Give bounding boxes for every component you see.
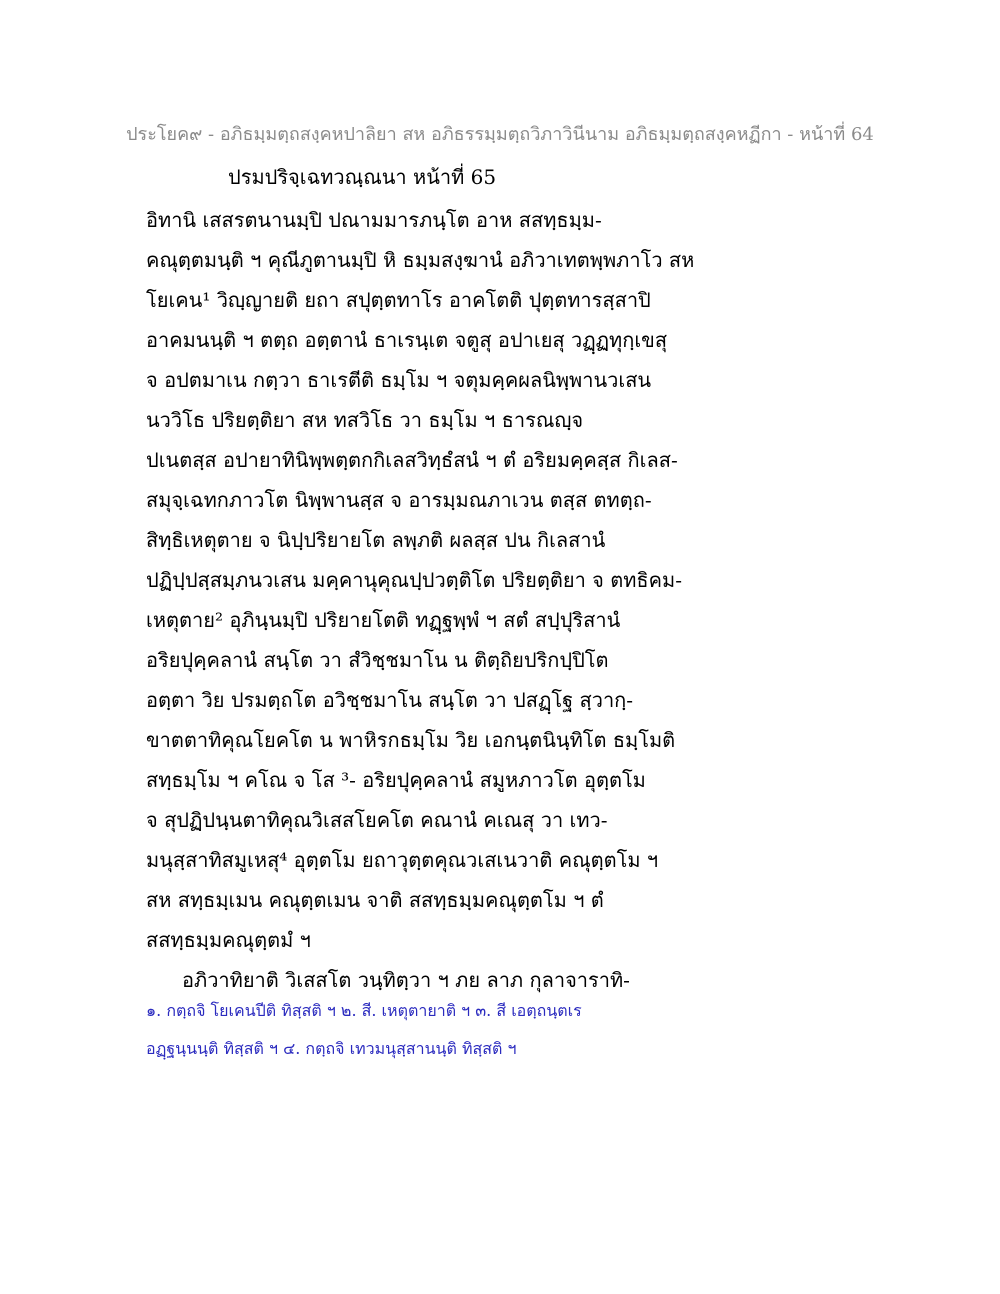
text-line: สมุจฺเฉทกภาวโต นิพฺพานสฺส จ อารมฺมณภาเวน ตสฺส ตทตฺถ- xyxy=(146,488,652,512)
paragraph-start-line: อภิวาทิยาติ วิเสสโต วนฺทิตฺวา ฯ ภย ลาภ กุลาจาราทิ- xyxy=(182,968,630,992)
text-line: สสทฺธมฺมคณุตฺตมํ ฯ xyxy=(146,928,311,952)
text-line: อริยปุคฺคลานํ สนฺโต วา สํวิชฺชมาโน น ติตฺถิยปริกปฺปิโต xyxy=(146,648,609,672)
text-line: จ สุปฏิปนฺนตาทิคุณวิเสสโยคโต คณานํ คเณสุ วา เทว- xyxy=(146,808,608,832)
text-line: อิทานิ เสสรตนานมฺปิ ปณามมารภนฺโต อาห สสทฺธมฺม- xyxy=(146,208,602,232)
footnote-line: ๑. กตฺถจิ โยเคนปีติ ทิสฺสติ ฯ ๒. สี. เหตุตายาติ ฯ ๓. สี เอตฺถนฺตเร xyxy=(146,1001,582,1020)
text-line: เหตุตาย² อุภินฺนมฺปิ ปริยายโตติ ทฏฺฐพฺพํ ฯ สตํ สปฺปุริสานํ xyxy=(146,608,621,632)
text-line: ขาตตาทิคุณโยคโต น พาหิรกธมฺโม วิย เอกนฺตนินฺทิโต ธมฺโมติ xyxy=(146,728,676,752)
text-line: จ อปตมาเน กตฺวา ธาเรตีติ ธมฺโม ฯ จตุมคฺคผลนิพฺพานวเสน xyxy=(146,368,652,392)
text-line: อาคมนนฺติ ฯ ตตฺถ อตฺตานํ ธาเรนฺเต จตูสุ อปาเยสุ วฏฺฏทุกฺเขสุ xyxy=(146,328,668,352)
text-line: ปเนตสฺส อปายาทินิพฺพตฺตกกิเลสวิทฺธํสนํ ฯ ตํ อริยมคฺคสฺส กิเลส- xyxy=(146,448,678,472)
body-text xyxy=(146,200,694,1000)
text-line: สห สทฺธมฺเมน คณุตฺตเมน จาติ สสทฺธมฺมคณุตฺตโม ฯ ตํ xyxy=(146,888,604,912)
footnote-line: อฏฺฐนฺนนฺติ ทิสฺสติ ฯ ๔. กตฺถจิ เทวมนุสฺสานนฺติ ทิสฺสติ ฯ xyxy=(146,1039,517,1058)
section-heading: ปรมปริจฺเฉทวณฺณนา หน้าที่ 65 xyxy=(228,165,497,189)
running-header: ประโยค๙ - อภิธมฺมตฺถสงฺคหปาลิยา สห อภิธรรมฺมตฺถวิภาวินีนาม อภิธมฺมตฺถสงฺคหฏีกา - หน้าที่ 64 xyxy=(126,124,874,145)
text-line: ปฏิปฺปสฺสมฺภนวเสน มคฺคานุคุณปฺปวตฺติโต ปริยตฺติยา จ ตทธิคม- xyxy=(146,568,682,592)
text-line: โยเคน¹ วิญฺญายติ ยถา สปุตฺตทาโร อาคโตติ ปุตฺตทารสฺสาปิ xyxy=(146,288,651,312)
text-line: สทฺธมฺโม ฯ คโณ จ โส ³- อริยปุคฺคลานํ สมูหภาวโต อุตฺตโม xyxy=(146,768,646,792)
text-line: คณุตฺตมนฺติ ฯ คุณีภูตานมฺปิ หิ ธมฺมสงฺฆานํ อภิวาเทตพฺพภาโว สห xyxy=(146,248,695,272)
text-line: นววิโธ ปริยตฺติยา สห ทสวิโธ วา ธมฺโม ฯ ธารณญฺจ xyxy=(146,408,584,432)
footnotes xyxy=(146,992,582,1068)
text-line: สิทฺธิเหตุตาย จ นิปฺปริยายโต ลพฺภติ ผลสฺส ปน กิเลสานํ xyxy=(146,528,606,552)
text-line: มนุสฺสาทิสมูเหสุ⁴ อุตฺตโม ยถาวุตฺตคุณวเสเนวาติ คณุตฺตโม ฯ xyxy=(146,848,659,872)
text-line: อตฺตา วิย ปรมตฺถโต อวิชฺชมาโน สนฺโต วา ปสฏฺโฐ สฺวากฺ- xyxy=(146,688,634,712)
